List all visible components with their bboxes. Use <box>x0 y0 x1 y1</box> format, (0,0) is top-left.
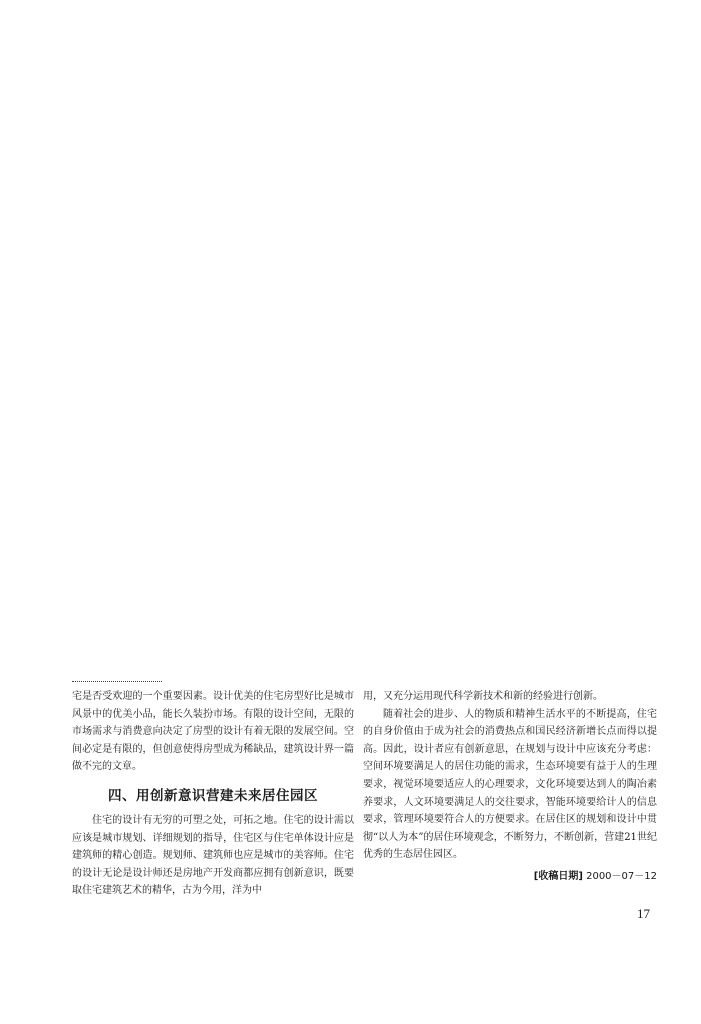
right-column <box>363 688 657 886</box>
right-paragraph-1: 用，又充分运用现代科学新技术和新的经验进行创新。 <box>363 691 603 702</box>
right-paragraph-2: 随着社会的进步、人的物质和精神生活水平的不断提高，住宅的自身价值由于成为社会的消费热点和国民经济新增长点而得以提高。因此，设计者应有创新意思，在规划与设计中应该充分考虑：空间环境要满足人的居住功能的需求，生态环境要有益于人的生理要求，视觉环境要适应人的心理要求，文化环境要达到人的陶冶素养要求，人文环境要满足人的交往要求，智能环境要给计人的信息要求，管理环境要符合人的方便要求。在居住区的规划和设计中贯彻“以人为本”的居住环境观念，不断努力，不断创新，营建21世纪优秀的生态居住园区。 <box>363 708 657 861</box>
received-date-value: 2000－07－12 <box>586 870 657 882</box>
left-paragraph-1: 宅是否受欢迎的一个重要因素。设计优美的住宅房型好比是城市风景中的优美小品，能长久装扮市场。有限的设计空间，无限的市场需求与消费意向决定了房型的设计有着无限的发展空间。空间必定是有限的，但创意使得房型成为稀缺品，建筑设计界一篇做不完的文章。 <box>72 691 354 773</box>
left-column <box>72 688 354 900</box>
received-date-line <box>363 868 657 886</box>
received-date-label: [收稿日期] <box>533 870 583 882</box>
section-heading: 四、用创新意识营建未来居住园区 <box>108 787 318 804</box>
header-rule <box>72 681 162 682</box>
page-number: 17 <box>637 906 650 921</box>
left-paragraph-2: 住宅的设计有无穷的可塑之处，可拓之地。住宅的设计需以应该是城市规划、详细规划的指导，住宅区与住宅单体设计应是建筑师的精心创造。规划师、建筑师也应是城市的美容师。住宅的设计无论是设计师还是房地产开发商都应拥有创新意识，既要取住宅建筑艺术的精华，古为今用，洋为中 <box>72 814 354 897</box>
